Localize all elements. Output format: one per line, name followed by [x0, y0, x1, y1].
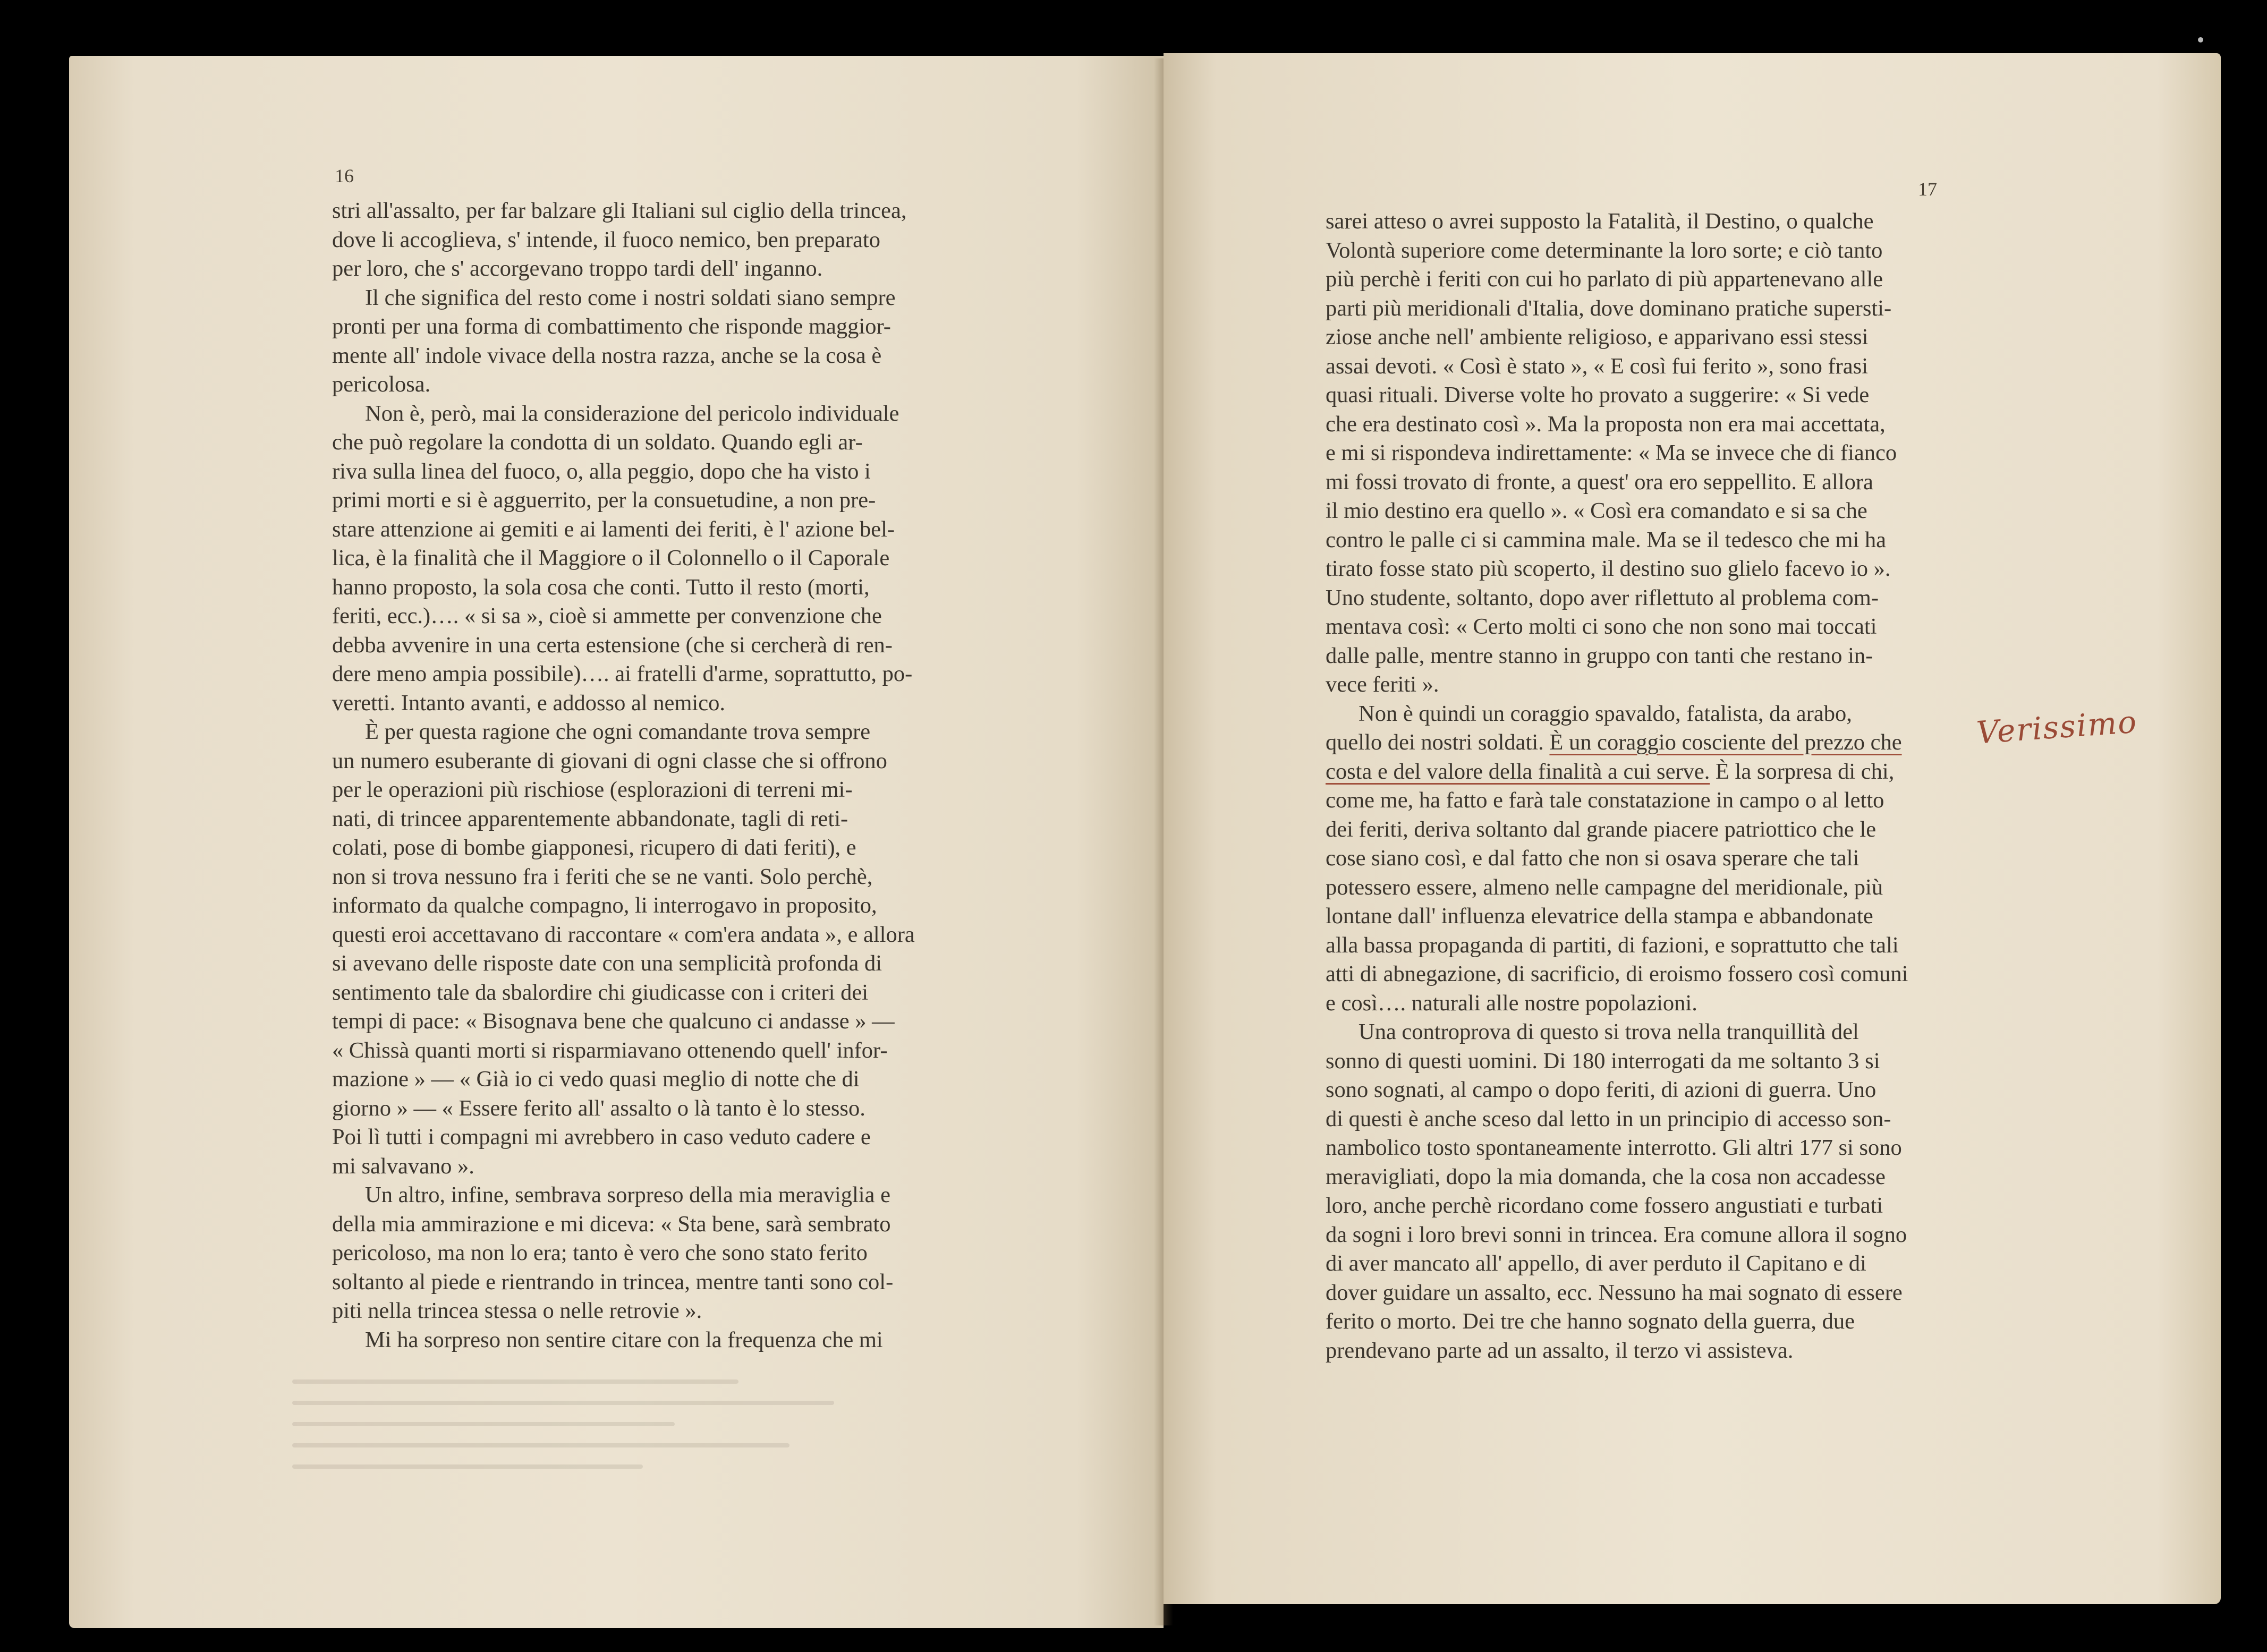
text-line: non si trova nessuno fra i feriti che se ne vanti. Solo perchè,	[332, 864, 873, 889]
text-line: sono sognati, al campo o dopo feriti, di azioni di guerra. Uno	[1326, 1077, 1877, 1102]
text-line: loro, anche perchè ricordano come fossero angustiati e turbati	[1326, 1193, 1883, 1218]
left-page-text	[332, 197, 1060, 1355]
text-line: primi morti e si è agguerrito, per la consuetudine, a non pre-	[332, 488, 876, 513]
show-through-text	[292, 1363, 930, 1586]
text-line: veretti. Intanto avanti, e addosso al nemico.	[332, 690, 725, 716]
text-line: sentimento tale da sbalordire chi giudicasse con i criteri dei	[332, 980, 869, 1005]
text-line: di questi è anche sceso dal letto in un principio di accesso son-	[1326, 1106, 1891, 1131]
text-line: hanno proposto, la sola cosa che conti. Tutto il resto (morti,	[332, 574, 870, 600]
text-line: più perchè i feriti con cui ho parlato di più appartenevano alle	[1326, 267, 1883, 292]
text-line: Una controprova di questo si trova nella tranquillità del	[1358, 1019, 1859, 1044]
text-line: debba avvenire in una certa estensione (che si cercherà di ren-	[332, 632, 893, 658]
text-line: sonno di questi uomini. Di 180 interrogati da me soltanto 3 si	[1326, 1048, 1880, 1074]
text-line: Poi lì tutti i compagni mi avrebbero in caso veduto cadere e	[332, 1125, 871, 1149]
text-line: nati, di trincee apparentemente abbandonate, tagli di reti-	[332, 806, 848, 831]
text-line: cose siano così, e dal fatto che non si osava sperare che tali	[1326, 846, 1860, 871]
text-line: assai devoti. « Così è stato », « E così fui ferito », sono frasi	[1326, 353, 1869, 379]
text-line: pronti per una forma di combattimento che risponde maggior-	[332, 314, 891, 339]
text-line: dove li accoglieva, s' intende, il fuoco nemico, ben preparato	[332, 227, 880, 252]
scan-corner-mark	[2198, 37, 2203, 42]
text-line: e mi si rispondeva indirettamente: « Ma se invece che di fianco	[1326, 440, 1897, 465]
text-line: sarei atteso o avrei supposto la Fatalità, il Destino, o qualche	[1326, 209, 1874, 234]
text-line: informato da qualche compagno, li interrogavo in proposito,	[332, 893, 877, 918]
text-line: lontane dall' influenza elevatrice della stampa e abbandonate	[1326, 904, 1873, 929]
text-line: parti più meridionali d'Italia, dove dominano pratiche supersti-	[1326, 295, 1892, 321]
text-line: il mio destino era quello ». « Così era comandato e si sa che	[1326, 498, 1867, 523]
text-line: ziose anche nell' ambiente religioso, e apparivano essi stessi	[1326, 325, 1869, 350]
text-line: questi eroi accettavano di raccontare « com'era andata », e allora	[332, 922, 915, 947]
text-line: Il che significa del resto come i nostri soldati siano sempre	[365, 285, 896, 310]
text-segment: quello dei nostri soldati.	[1326, 730, 1550, 755]
text-line: feriti, ecc.)…. « si sa », cioè si ammette per convenzione che	[332, 603, 882, 628]
text-line: potessero essere, almeno nelle campagne del meridionale, più	[1326, 874, 1883, 900]
text-segment: È la sorpresa di chi,	[1710, 759, 1895, 784]
text-line: mente all' indole vivace della nostra razza, anche se la cosa è	[332, 343, 882, 368]
text-line: Non è, però, mai la considerazione del pericolo individuale	[365, 401, 899, 426]
underlined-passage: costa e del valore della finalità a cui serve.	[1326, 759, 1710, 784]
text-line: dei feriti, deriva soltanto dal grande piacere patriottico che le	[1326, 816, 1877, 842]
text-line: Volontà superiore come determinante la loro sorte; e ciò tanto	[1326, 237, 1883, 263]
right-page-text	[1326, 207, 2080, 1365]
text-line: nambolico tosto spontaneamente interrotto. Gli altri 177 si sono	[1326, 1135, 1902, 1160]
text-line: Non è quindi un coraggio spavaldo, fatalista, da arabo,	[1358, 701, 1852, 726]
text-line: che era destinato così ». Ma la proposta non era mai accettata,	[1326, 411, 1886, 437]
text-line: mazione » — « Già io ci vedo quasi meglio di notte che di	[332, 1067, 860, 1092]
text-line: « Chissà quanti morti si risparmiavano ottenendo quell' infor-	[332, 1037, 888, 1063]
text-line: soltanto al piede e rientrando in trincea, mentre tanti sono col-	[332, 1269, 894, 1295]
text-line: dere meno ampia possibile)…. ai fratelli d'arme, soprattutto, po-	[332, 661, 913, 686]
text-line: vece feriti ».	[1326, 672, 1439, 697]
text-line: stare attenzione ai gemiti e ai lamenti dei feriti, è l' azione bel-	[332, 516, 895, 542]
text-line: quasi rituali. Diverse volte ho provato a suggerire: « Si vede	[1326, 382, 1870, 407]
text-line: e così…. naturali alle nostre popolazioni.	[1326, 990, 1697, 1016]
text-line: lica, è la finalità che il Maggiore o il Colonnello o il Caporale	[332, 546, 890, 570]
right-page	[1164, 53, 2221, 1604]
text-line: piti nella trincea stessa o nelle retrovie ».	[332, 1298, 702, 1323]
text-line: un numero esuberante di giovani di ogni classe che si offrono	[332, 748, 887, 773]
text-line: pericoloso, ma non lo era; tanto è vero che sono stato ferito	[332, 1240, 868, 1265]
text-line: colati, pose di bombe giapponesi, ricupero di dati feriti), e	[332, 835, 856, 860]
text-line: meravigliati, dopo la mia domanda, che la cosa non accadesse	[1326, 1164, 1886, 1189]
page-number-left: 16	[335, 165, 354, 186]
text-line: contro le palle ci si cammina male. Ma se il tedesco che mi ha	[1326, 527, 1887, 552]
text-line: mi fossi trovato di fronte, a quest' ora ero seppellito. E allora	[1326, 469, 1873, 495]
text-line: Uno studente, soltanto, dopo aver riflettuto al problema com-	[1326, 585, 1879, 610]
page-number-right: 17	[1918, 178, 1937, 200]
underlined-passage: È un coraggio cosciente del prezzo che	[1549, 730, 1902, 755]
text-line: per loro, che s' accorgevano troppo tardi dell' inganno.	[332, 256, 823, 281]
text-line: stri all'assalto, per far balzare gli Italiani sul ciglio della trincea,	[332, 198, 907, 223]
text-line: ferito o morto. Dei tre che hanno sognato della guerra, due	[1326, 1309, 1855, 1334]
text-line: dover guidare un assalto, ecc. Nessuno ha mai sognato di essere	[1326, 1280, 1903, 1305]
text-line: atti di abnegazione, di sacrificio, di eroismo fossero così comuni	[1326, 961, 1908, 986]
text-line: tempi di pace: « Bisognava bene che qualcuno ci andasse » —	[332, 1009, 895, 1034]
text-line	[1326, 728, 2080, 757]
text-line: alla bassa propaganda di partiti, di fazioni, e soprattutto che tali	[1326, 932, 1899, 958]
text-line: da sogni i loro brevi sonni in trincea. Era comune allora il sogno	[1326, 1222, 1907, 1247]
text-line: per le operazioni più rischiose (esplorazioni di terreni mi-	[332, 777, 853, 802]
text-line: giorno » — « Essere ferito all' assalto o là tanto è lo stesso.	[332, 1095, 865, 1121]
text-line: È per questa ragione che ogni comandante trova sempre	[365, 719, 871, 744]
text-line: mi salvavano ».	[332, 1153, 474, 1179]
text-line: Mi ha sorpreso non sentire citare con la frequenza che mi	[365, 1327, 883, 1352]
text-line: si avevano delle risposte date con una semplicità profonda di	[332, 951, 882, 976]
text-line: della mia ammirazione e mi diceva: « Sta bene, sarà sembrato	[332, 1211, 891, 1237]
text-line: Un altro, infine, sembrava sorpreso della mia meraviglia e	[365, 1182, 890, 1207]
text-line: di aver mancato all' appello, di aver perduto il Capitano e di	[1326, 1251, 1866, 1276]
text-line: mentava così: « Certo molti ci sono che non sono mai toccati	[1326, 614, 1877, 639]
handwritten-marginal-note: Verissimo	[1975, 703, 2139, 751]
text-line: dalle palle, mentre stanno in gruppo con tanti che restano in-	[1326, 643, 1873, 668]
text-line	[1326, 757, 2080, 787]
text-line: pericolosa.	[332, 372, 431, 397]
text-line: prendevano parte ad un assalto, il terzo vi assisteva.	[1326, 1338, 1794, 1363]
text-line: tirato fosse stato più scoperto, il destino suo glielo facevo io ».	[1326, 556, 1891, 581]
text-line: come me, ha fatto e farà tale constatazione in campo o al letto	[1326, 788, 1884, 813]
left-page	[69, 56, 1164, 1628]
text-line: riva sulla linea del fuoco, o, alla peggio, dopo che ha visto i	[332, 458, 871, 484]
text-line: che può regolare la condotta di un soldato. Quando egli ar-	[332, 430, 863, 455]
